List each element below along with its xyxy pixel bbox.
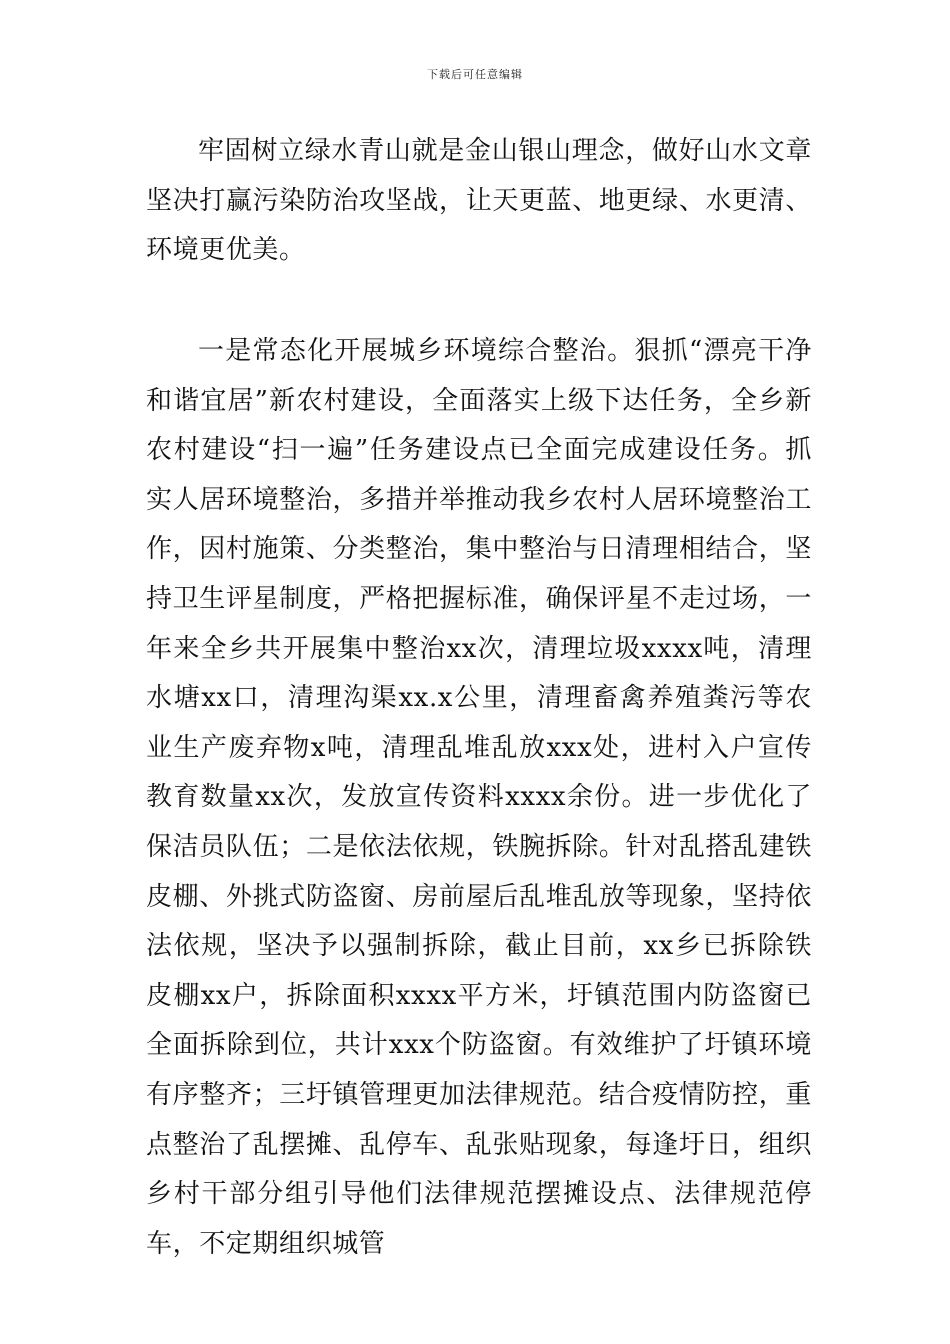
- paragraph-1: 牢固树立绿水青山就是金山银山理念，做好山水文章坚决打赢污染防治攻坚战，让天更蓝、地更绿、水更清、环境更优美。: [146, 136, 812, 266]
- page-header: 下载后可任意编辑: [427, 68, 523, 81]
- paragraph-2: 一是常态化开展城乡环境综合整治。狠抓“漂亮干净和谐宜居”新农村建设，全面落实上级下达任务，全乡新农村建设“扫一遍”任务建设点已全面完成建设任务。抓实人居环境整治，多措并举推动我乡农村人居环境整治工作，因村施策、分类整治，集中整治与日清理相结合，坚持卫生评星制度，严格把握标准，确保评星不走过场，一年来全乡共开展集中整治xx次，清理垃圾xxxx吨，清理水塘xx口，清理沟渠xx.x公里，清理畜禽养殖粪污等农业生产废弃物x吨，清理乱堆乱放xxx处，进村入户宣传教育数量xx次，发放宣传资料xxxx余份。进一步优化了保洁员队伍；二是依法依规，铁腕拆除。针对乱搭乱建铁皮棚、外挑式防盗窗、房前屋后乱堆乱放等现象，坚持依法依规，坚决予以强制拆除，截止目前，xx乡已拆除铁皮棚xx户，拆除面积xxxx平方米，圩镇范围内防盗窗已全面拆除到位，共计xxx个防盗窗。有效维护了圩镇环境有序整齐；三圩镇管理更加法律规范。结合疫情防控，重点整治了乱摆摊、乱停车、乱张贴现象，每逢圩日，组织乡村干部分组引导他们法律规范摆摊设点、法律规范停车，不定期组织城管: [146, 336, 812, 1259]
